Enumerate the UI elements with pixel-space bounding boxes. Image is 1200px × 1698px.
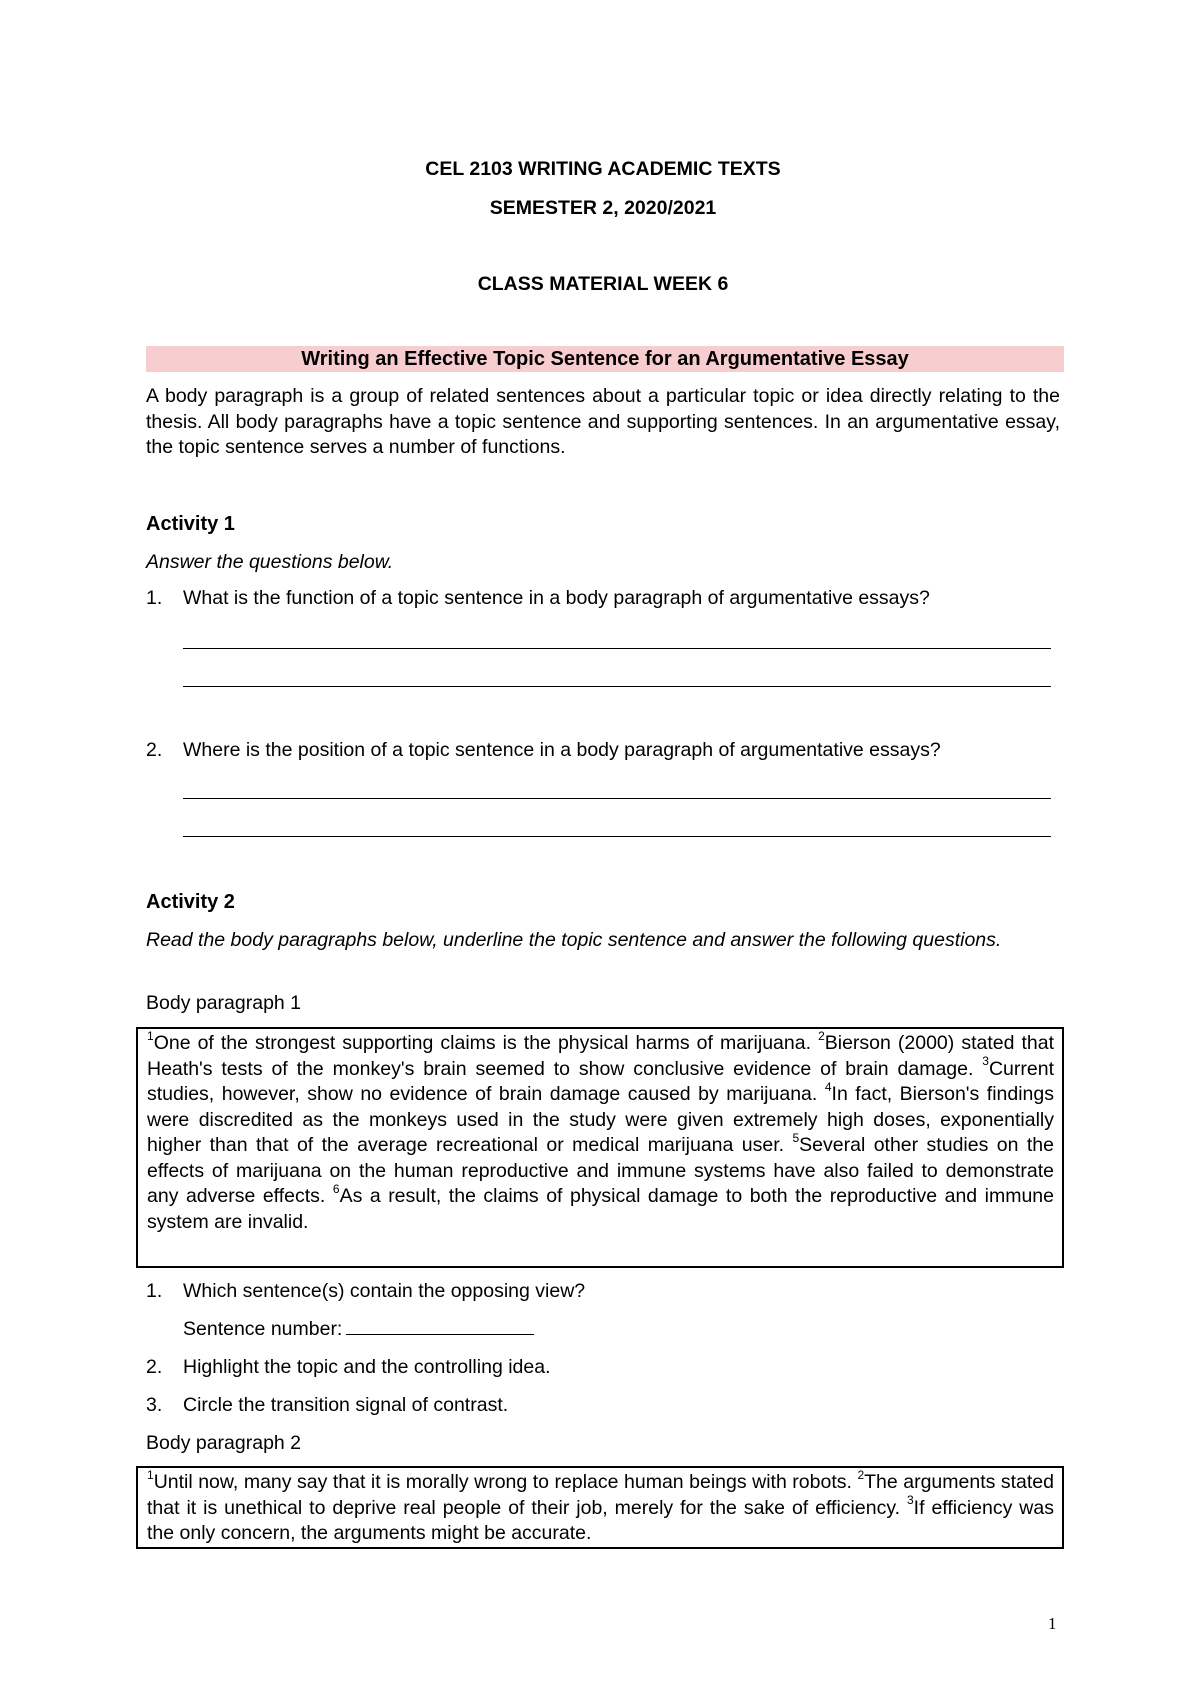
sentence: The arguments stated that it is unethical to deprive real people of their job, merely for the sake of efficiency. [147,1471,1055,1519]
sentence: If efficiency was the only concern, the arguments might be accurate. [147,1496,1054,1544]
question-number: 1. [146,1280,163,1302]
activity1-instruction: Answer the questions below. [146,551,394,573]
activity2-question-2 [146,1356,1060,1382]
page-number: 1 [1048,1614,1057,1633]
week-title: CLASS MATERIAL WEEK 6 [477,273,729,295]
sentence: In fact, Bierson's findings were discredited as the monkeys used in the study were given extremely high doses, exponentially higher than that of the average recreational or medical marijuana user. [147,1083,1054,1156]
sentence-number: 3 [906,1493,914,1507]
sentence: Several other studies on the effects of marijuana on the human reproductive and immune systems have also failed to demonstrate any adverse effects. [147,1134,1054,1207]
body-paragraph-1-text [147,1028,1055,1235]
body-paragraph-2-box [136,1466,1064,1549]
question-number: 2. [146,739,163,761]
question-text: Circle the transition signal of contrast. [183,1394,509,1416]
question-number: 1. [146,587,163,609]
activity1-question-1 [146,587,1060,707]
intro-paragraph: A body paragraph is a group of related sentences about a particular topic or idea directly relating to the thesis. All body paragraphs have a topic sentence and supporting sentences. In an argumentative essay, the topic sentence serves a number of functions. [146,385,1060,458]
body-paragraph-1-box [136,1027,1064,1268]
sentence-number: 1 [147,1028,154,1043]
activity2-question-3 [146,1394,1060,1420]
activity1-question-2 [146,739,1060,859]
answer-line[interactable] [183,648,1051,649]
sentence-number: 2 [857,1467,865,1482]
body-paragraph-2-label: Body paragraph 2 [146,1432,302,1454]
question-text: What is the function of a topic sentence in a body paragraph of argumentative essays? [183,587,930,609]
sentence-number: 6 [332,1181,340,1196]
sentence: Bierson (2000) stated that Heath's tests of the monkey's brain seemed to show conclusive evidence of brain damage. [147,1032,1055,1080]
sentence: As a result, the claims of physical damage to both the reproductive and immune system are invalid. [147,1185,1055,1233]
answer-line[interactable] [183,836,1051,837]
sentence: One of the strongest supporting claims is the physical harms of marijuana. [153,1032,819,1054]
question-text: Where is the position of a topic sentence in a body paragraph of argumentative essays? [183,739,941,761]
sentence-number: 4 [824,1079,832,1094]
body-paragraph-2-text [147,1467,1055,1547]
sentence: Current studies, however, show no evidence of brain damage caused by marijuana. [147,1057,1054,1105]
question-text: Which sentence(s) contain the opposing view? [183,1280,586,1302]
sentence-number: 1 [147,1467,154,1482]
sentence-number: 3 [982,1054,989,1068]
body-paragraph-1-label: Body paragraph 1 [146,992,302,1014]
activity1-title: Activity 1 [146,513,235,535]
question-number: 2. [146,1356,163,1378]
question-number: 3. [146,1394,163,1416]
question-text: Highlight the topic and the controlling idea. [183,1356,551,1378]
activity2-title: Activity 2 [146,891,235,913]
activity2-question-1 [146,1280,1060,1350]
semester-title: SEMESTER 2, 2020/2021 [489,197,717,219]
activity2-instruction: Read the body paragraphs below, underline the topic sentence and answer the following questions. [146,929,1002,951]
sentence-number: 5 [792,1130,800,1145]
sentence-number-field [183,1318,534,1341]
answer-line[interactable] [183,798,1051,799]
sentence-number: 2 [818,1028,825,1043]
answer-line[interactable] [183,686,1051,687]
course-title: CEL 2103 WRITING ACADEMIC TEXTS [425,158,781,180]
sentence-number-label: Sentence number: [183,1318,343,1340]
sentence: Until now, many say that it is morally wrong to replace human beings with robots. [153,1471,858,1493]
sentence-number-blank[interactable] [346,1318,534,1335]
section-heading: Writing an Effective Topic Sentence for an Argumentative Essay [146,346,1064,372]
